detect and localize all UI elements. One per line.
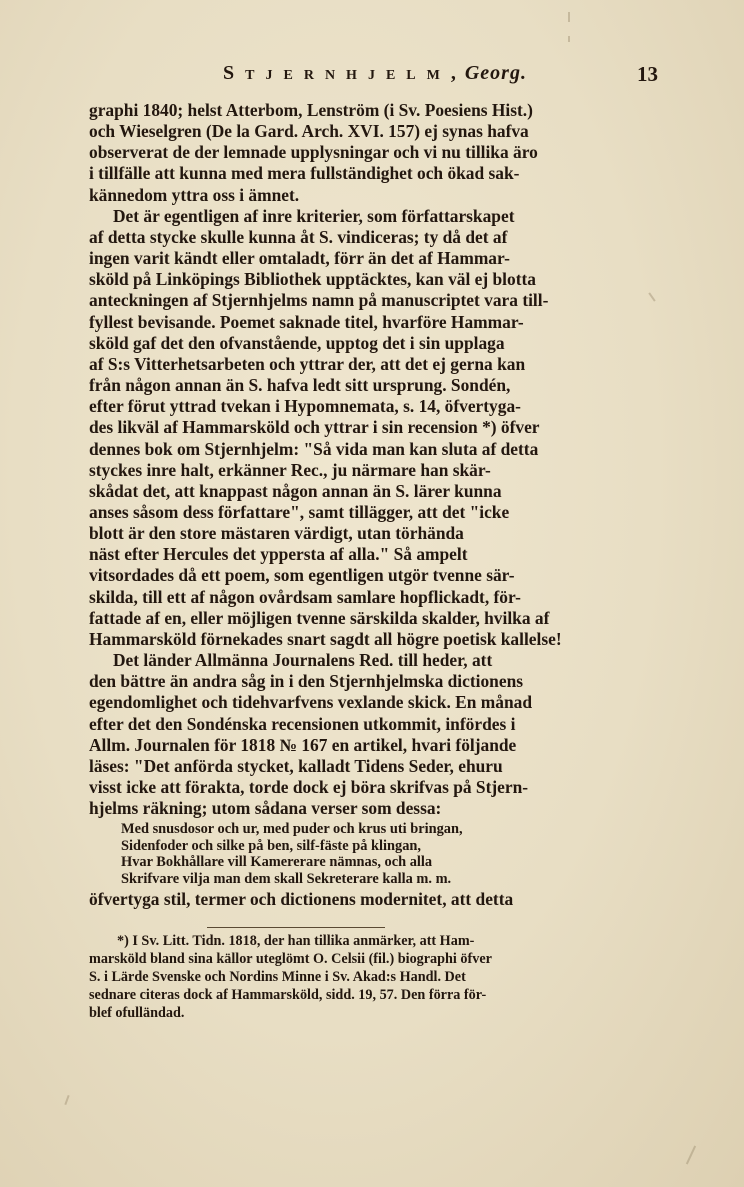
text-line: hjelms räkning; utom sådana verser som dessa:: [89, 798, 442, 819]
paper-mark: [568, 36, 570, 42]
text-line: egendomlighet och tidehvarfvens vexlande skick. En månad: [89, 692, 533, 713]
text-line: ingen varit kändt eller omtaladt, förr än det af Hammar-: [89, 248, 510, 269]
body-text: [89, 100, 661, 1022]
running-head-left: S t j e r n h j e l m ,: [223, 62, 459, 84]
text-line: sköld på Linköpings Bibliothek upptäcktes, kan väl ej blotta: [89, 269, 536, 290]
text-line: blott är den store mästaren värdigt, utan törhända: [89, 523, 464, 544]
text-line: dennes bok om Stjernhjelm: "Så vida man kan sluta af detta: [89, 438, 539, 459]
verse-line: Med snusdosor och ur, med puder och krus uti bringan,: [121, 821, 463, 838]
text-line: graphi 1840; helst Atterbom, Lenström (i Sv. Poesiens Hist.): [89, 100, 533, 120]
paper-mark: [64, 1095, 69, 1105]
text-line: skilda, till ett af någon ovårdsam samlare hopflickadt, för-: [89, 586, 521, 607]
paragraph-1: [89, 100, 661, 206]
text-line: af detta stycke skulle kunna åt S. vindiceras; ty då det af: [89, 226, 508, 247]
running-head-right: Georg.: [464, 62, 527, 84]
text-line: och Wieselgren (De la Gard. Arch. XVI. 157) ej synas hafva: [89, 121, 529, 142]
text-line: den bättre än andra såg in i den Stjernhjelmska dictionens: [89, 671, 524, 692]
footnote-line: marsköld bland sina källor uteglömt O. Celsii (fil.) biographi öfver: [89, 951, 492, 968]
verse-quotation: [121, 821, 661, 887]
text-line: näst efter Hercules det yppersta af alla." Så ampelt: [89, 544, 468, 565]
footnote-line: S. i Lärde Svenske och Nordins Minne i Sv. Akad:s Handl. Det: [89, 969, 466, 986]
running-head: [92, 62, 658, 92]
text-line: observerat de der lemnade upplysningar och vi nu tillika äro: [89, 142, 538, 163]
footnote-line: sednare citeras dock af Hammarsköld, sidd. 19, 57. Den förra för-: [89, 987, 487, 1004]
text-line: efter förut yttrad tvekan i Hypomnemata, s. 14, öfvertyga-: [89, 396, 521, 417]
text-line: skådat det, att knappast någon annan än S. lärer kunna: [89, 480, 502, 501]
text-line: visst icke att förakta, torde dock ej böra skrifvas på Stjern-: [89, 777, 529, 797]
text-line: läses: "Det anförda stycket, kalladt Tidens Seder, ehuru: [89, 755, 503, 776]
paragraph-3: [89, 650, 661, 819]
text-line: af S:s Vitterhetsarbeten och yttrar der, att det ej gerna kan: [89, 353, 526, 374]
text-line: Det länder Allmänna Journalens Red. till heder, att: [113, 650, 493, 671]
text-line: efter det den Sondénska recensionen utkommit, infördes i: [89, 713, 516, 734]
paper-mark: [686, 1146, 696, 1165]
text-line: Det är egentligen af inre kriterier, som författarskapet: [113, 205, 515, 226]
text-line: Allm. Journalen för 1818 № 167 en artikel, hvari följande: [89, 734, 517, 755]
text-line: kännedom yttra oss i ämnet.: [89, 184, 300, 205]
text-line: anses såsom dess författare", samt tillägger, att det "icke: [89, 501, 510, 522]
text-line: Hammarsköld förnekades snart sagdt all högre poetisk kallelse!: [89, 628, 562, 649]
footnote-line: blef ofulländad.: [89, 1005, 185, 1022]
text-line: fattade af en, eller möjligen tvenne särskilda skalder, hvilka af: [89, 607, 550, 628]
paper-mark: [568, 12, 570, 22]
text-line: fyllest bevisande. Poemet saknade titel, hvarföre Hammar-: [89, 311, 524, 332]
footnote-text: [89, 932, 661, 1022]
footnote-rule: [207, 927, 385, 928]
page-number: 13: [637, 62, 658, 86]
verse-line: Skrifvare vilja man dem skall Sekreterare kalla m. m.: [121, 870, 452, 887]
footnote: [89, 932, 661, 1022]
text-line: i tillfälle att kunna med mera fullständighet och ökad sak-: [89, 163, 520, 184]
verse-line: Sidenfoder och silke på ben, silf-fäste på klingan,: [121, 837, 421, 854]
text-line: vitsordades då ett poem, som egentligen utgör tvenne sär-: [89, 565, 515, 586]
text-line: anteckningen af Stjernhjelms namn på manuscriptet vara till-: [89, 290, 549, 311]
text-line: des likväl af Hammarsköld och yttrar i sin recension *) öfver: [89, 417, 540, 438]
text-line: styckes inre halt, erkänner Rec., ju närmare han skär-: [89, 459, 491, 480]
running-head-title: [92, 62, 658, 85]
footnote-line: *) I Sv. Litt. Tidn. 1818, der han tillika anmärker, att Ham-: [117, 933, 475, 950]
paragraph-2: [89, 206, 661, 650]
text-line: från någon annan än S. hafva ledt sitt ursprung. Sondén,: [89, 375, 511, 396]
paragraph-continuation: [89, 889, 661, 910]
verse-line: Hvar Bokhållare vill Kamererare nämnas, och alla: [121, 854, 433, 871]
text-line: sköld gaf det den ofvanstående, upptog det i sin upplaga: [89, 332, 505, 353]
text-line: öfvertyga stil, termer och dictionens modernitet, att detta: [89, 889, 514, 910]
